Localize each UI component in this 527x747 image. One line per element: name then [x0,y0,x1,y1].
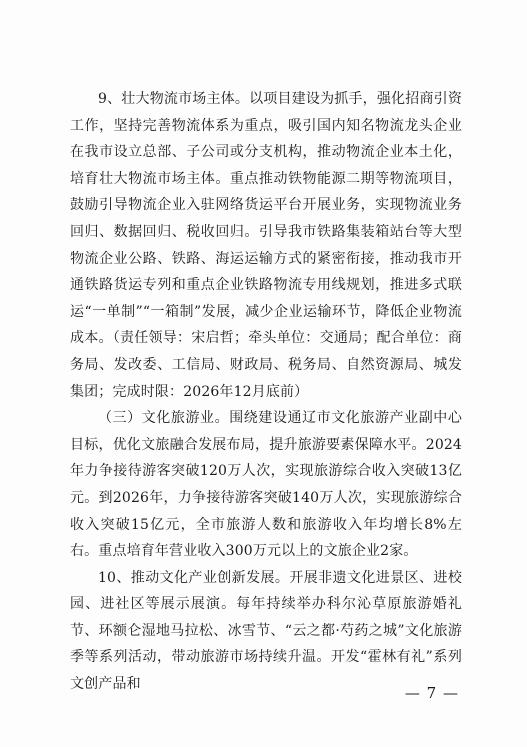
paragraph-culture-tourism: （三）文化旅游业。围绕建设通辽市文化旅游产业副中心目标，优化文旅融合发展布局，提升旅游要素保障水平。2024年力争接待游客突破120万人次，实现旅游综合收入突破13亿元。到2026年，力争接待游客突破140万人次，实现旅游综合收入突破15亿元，全市旅游人数和旅游收入年均增长8%左右。重点培育年营业收入300万元以上的文旅企业2家。 [70,410,462,560]
page-number: — 7 — [404,684,459,702]
document-body [70,86,462,698]
paragraph-logistics-entities: 9、壮大物流市场主体。以项目建设为抓手，强化招商引资工作，坚持完善物流体系为重点，吸引国内知名物流龙头企业在我市设立总部、子公司或分支机构，推动物流企业本土化，培育壮大物流市场主体。重点推动铁物能源二期等物流项目，鼓励引导物流企业入驻网络货运平台开展业务，实现物流业务回归、数据回归、税收回归。引导我市铁路集装箱站台等大型物流企业公路、铁路、海运运输方式的紧密衔接，推动我市开通铁路货运专列和重点企业铁路物流专用线规划，推进多式联运“一单制”“一箱制”发展，减少企业运输环节，降低企业物流成本。（责任领导：宋启哲；牵头单位：交通局；配合单位：商务局、发改委、工信局、财政局、税务局、自然资源局、城发集团；完成时限：2026年12月底前） [70,91,462,400]
paragraph-cultural-industry: 10、推动文化产业创新发展。开展非遗文化进景区、进校园、进社区等展示展演。每年持续举办科尔沁草原旅游婚礼节、环额仑湿地马拉松、冰雪节、“云之都·芍药之城”文化旅游季等系列活动，带动旅游市场持续升温。开发“霍林有礼”系列文创产品和 [70,569,462,693]
